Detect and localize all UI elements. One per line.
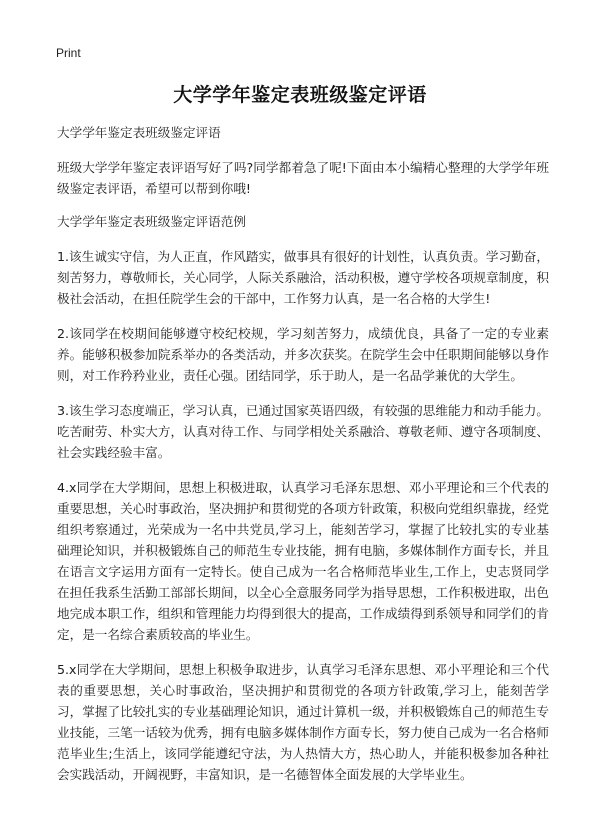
document-title: 大学学年鉴定表班级鉴定评语 xyxy=(173,84,427,106)
evaluation-item-2: 2.该同学在校期间能够遵守校纪校规，学习刻苦努力，成绩优良，具备了一定的专业素养。能够积极参加院系举办的各类活动，并多次获奖。在院学生会中任职期间能够以身作则，对工作矜矜业业，责任心强。团结同学，乐于助人，是一名品学兼优的大学生。 xyxy=(57,326,549,383)
evaluation-item-1: 1.该生诚实守信，为人正直，作风踏实，做事具有很好的计划性，认真负责。学习勤奋，刻苦努力，尊敬师长，关心同学，人际关系融洽，活动积极，遵守学校各项规章制度，积极社会活动，在担任院学生会的干部中，工作努力认真，是一名合格的大学生! xyxy=(57,249,549,306)
evaluation-item-3: 3.该生学习态度端正，学习认真，已通过国家英语四级，有较强的思维能力和动手能力。吃苦耐劳、朴实大方，认真对待工作、与同学相处关系融洽、尊敬老师、遵守各项制度、社会实践经验丰富。 xyxy=(57,403,549,460)
print-link[interactable]: Print xyxy=(56,46,81,60)
evaluation-item-4: 4.x同学在大学期间，思想上积极进取，认真学习毛泽东思想、邓小平理论和三个代表的重要思想，关心时事政治，坚决拥护和贯彻党的各项方针政策，积极向党组织靠拢，经党组织考察通过，光荣成为一名中共党员,学习上，能刻苦学习，掌握了比较扎实的专业基础理论知识，并积极锻炼自己的师范生专业技能，拥有电脑，多媒体制作方面专长，并且在语言文字运用方面有一定特长。使自己成为一名合格师范毕业生,工作上，史志贤同学在担任我系生活勤工部部长期间，以全心全意服务同学为指导思想，工作积极进取，出色地完成本职工作，组织和管理能力均得到很大的提高，工作成绩得到系领导和同学们的肯定，是一名综合素质较高的毕业生。 xyxy=(57,480,549,642)
section-heading: 大学学年鉴定表班级鉴定评语范例 xyxy=(57,214,246,229)
intro-paragraph: 班级大学学年鉴定表评语写好了吗?同学都着急了呢!下面由本小编精心整理的大学学年班级鉴定表评语，希望可以帮到你哦! xyxy=(57,160,549,196)
evaluation-item-5: 5.x同学在大学期间，思想上积极争取进步，认真学习毛泽东思想、邓小平理论和三个代表的重要思想，关心时事政治，坚决拥护和贯彻党的各项方针政策,学习上，能刻苦学习，掌握了比较扎实的专业基础理论知识，通过计算机一级，并积极锻炼自己的师范生专业技能，三笔一话较为优秀，拥有电脑多媒体制作方面专长，努力使自己成为一名合格师范毕业生;生活上，该同学能遵纪守法，为人热情大方，热心助人，并能积极参加各种社会实践活动，开阔视野，丰富知识，是一名德智体全面发展的大学毕业生。 xyxy=(57,662,549,782)
document-body xyxy=(57,122,549,799)
subtitle: 大学学年鉴定表班级鉴定评语 xyxy=(57,125,221,140)
